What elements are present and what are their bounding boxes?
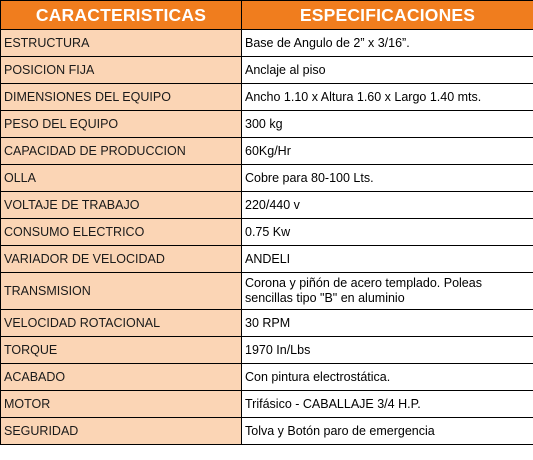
header-specifications: ESPECIFICACIONES [242,1,533,30]
row-label: CAPACIDAD DE PRODUCCION [1,138,242,165]
row-value: Trifásico - CABALLAJE 3/4 H.P. [242,391,533,418]
table-row [1,165,533,192]
row-label: SEGURIDAD [1,418,242,445]
header-row [1,1,533,30]
row-label: ESTRUCTURA [1,30,242,57]
row-label: OLLA [1,165,242,192]
table-row [1,364,533,391]
row-value: ANDELI [242,246,533,273]
row-value: Anclaje al piso [242,57,533,84]
table-row [1,337,533,364]
row-value: Cobre para 80-100 Lts. [242,165,533,192]
table-row [1,57,533,84]
row-label: VELOCIDAD ROTACIONAL [1,310,242,337]
table-row [1,138,533,165]
row-label: TRANSMISION [1,273,242,310]
row-value: 300 kg [242,111,533,138]
row-value: Tolva y Botón paro de emergencia [242,418,533,445]
row-value: Ancho 1.10 x Altura 1.60 x Largo 1.40 mts. [242,84,533,111]
table-row [1,273,533,310]
row-label: VOLTAJE DE TRABAJO [1,192,242,219]
table-row [1,219,533,246]
row-label: CONSUMO ELECTRICO [1,219,242,246]
row-value: 60Kg/Hr [242,138,533,165]
row-label: VARIADOR DE VELOCIDAD [1,246,242,273]
row-value: Corona y piñón de acero templado. Poleas sencillas tipo "B" en aluminio [242,273,533,310]
table-row [1,111,533,138]
table-row [1,246,533,273]
row-value: 220/440 v [242,192,533,219]
row-label: MOTOR [1,391,242,418]
table-row [1,391,533,418]
row-value: Base de Angulo de 2” x 3/16”. [242,30,533,57]
row-value: 1970 In/Lbs [242,337,533,364]
table-row [1,84,533,111]
table-row [1,30,533,57]
row-value: 0.75 Kw [242,219,533,246]
row-label: ACABADO [1,364,242,391]
row-label: TORQUE [1,337,242,364]
row-value: Con pintura electrostática. [242,364,533,391]
header-characteristics: CARACTERISTICAS [1,1,242,30]
row-label: DIMENSIONES DEL EQUIPO [1,84,242,111]
table-row [1,192,533,219]
table-row [1,310,533,337]
row-label: PESO DEL EQUIPO [1,111,242,138]
row-label: POSICION FIJA [1,57,242,84]
row-value: 30 RPM [242,310,533,337]
table-row [1,418,533,445]
